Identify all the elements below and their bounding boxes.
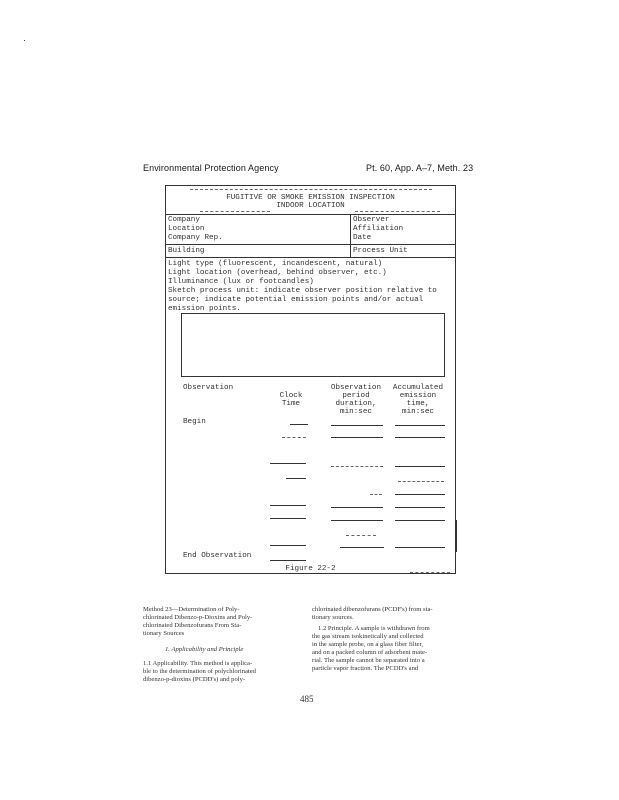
clock-entry-line xyxy=(286,478,306,479)
right-para-line1: chlorinated dibenzofurans (PCDF's) from sta- xyxy=(312,606,433,613)
location-label: Location xyxy=(168,225,205,233)
end-observation-label: End Observation xyxy=(183,552,252,560)
right-para-line7: rial. The sample cannot be separated into a xyxy=(312,657,425,664)
accum-entry-line xyxy=(395,547,445,548)
obs-period-header-3: duration, xyxy=(335,400,377,408)
form-title-line2: INDOOR LOCATION xyxy=(276,202,345,210)
accum-entry-line xyxy=(395,466,445,467)
form-margin-mark xyxy=(456,520,457,552)
left-heading-line1: Method 23—Determination of Poly- xyxy=(143,606,240,613)
running-header-right: Pt. 60, App. A–7, Meth. 23 xyxy=(366,163,474,173)
right-para-line6: and on a packed column of adsorbent mate- xyxy=(312,649,428,656)
clock-header-2: Time xyxy=(281,400,301,408)
period-entry-line xyxy=(370,494,382,495)
form-title-line1: FUGITIVE OR SMOKE EMISSION INSPECTION xyxy=(226,194,395,202)
running-header-left: Environmental Protection Agency xyxy=(143,163,279,173)
accum-entry-line xyxy=(395,494,445,495)
left-heading-line2: chlorinated Dibenzo-p-Dioxins and Poly- xyxy=(143,614,253,621)
form-vdivider-top xyxy=(350,214,351,244)
affiliation-label: Affiliation xyxy=(353,225,404,233)
scan-speck xyxy=(24,40,25,41)
period-entry-line xyxy=(331,466,383,467)
process-unit-label: Process Unit xyxy=(353,247,408,255)
accum-header-4: min:sec xyxy=(402,408,434,416)
clock-entry-line xyxy=(270,518,306,519)
clock-entry-line-end xyxy=(270,560,306,561)
figure-caption: Figure 22-2 xyxy=(285,565,336,573)
form-divider-1 xyxy=(165,214,456,215)
accum-entry-line xyxy=(395,520,445,521)
left-section-heading: 1. Applicability and Principle xyxy=(165,646,244,653)
page-number: 485 xyxy=(300,694,314,704)
left-heading-line4: tionary Sources xyxy=(143,630,185,637)
form-divider-2 xyxy=(165,244,456,245)
obs-period-header-2: period xyxy=(342,392,370,400)
clock-entry-line xyxy=(270,545,306,546)
obs-period-header-1: Observation xyxy=(330,384,382,392)
right-para-line5: in the sample probe, on a glass fiber filter, xyxy=(312,641,424,648)
right-para-line2: tionary sources. xyxy=(312,614,354,621)
sketch-instruction-2: source; indicate potential emission points and/or actual xyxy=(168,296,424,304)
left-heading-line3: chlorinated Dibenzofurans From Sta- xyxy=(143,622,242,629)
clock-entry-line xyxy=(282,437,306,438)
period-entry-line xyxy=(331,520,383,521)
title-underline-left xyxy=(200,211,270,212)
left-para-line3: dibenzo-p-dioxins (PCDD's) and poly- xyxy=(143,676,246,683)
light-type-label: Light type (fluorescent, incandescent, natural) xyxy=(168,260,383,268)
accum-entry-line xyxy=(395,507,445,508)
sketch-instruction-1: Sketch process unit: indicate observer position relative to xyxy=(168,287,437,295)
left-para-line1: 1.1 Applicability. This method is applica- xyxy=(143,660,253,667)
form-divider-3 xyxy=(165,257,456,258)
form-top-dash xyxy=(190,189,432,190)
illuminance-label: Illuminance (lux or footcandles) xyxy=(168,278,314,286)
period-entry-line xyxy=(346,535,376,536)
left-para-line2: ble to the determination of polychlorinated xyxy=(143,668,256,675)
accum-entry-line xyxy=(398,481,444,482)
form-bottom-dash xyxy=(410,572,450,573)
accum-entry-line xyxy=(395,425,445,426)
clock-entry-line xyxy=(270,505,306,506)
accum-header-1: Accumulated xyxy=(392,384,444,392)
form-vdivider-mid xyxy=(350,244,351,257)
period-entry-line xyxy=(331,437,383,438)
obs-period-header-4: min:sec xyxy=(340,408,372,416)
clock-entry-line xyxy=(270,463,306,464)
title-underline-right xyxy=(355,211,440,212)
right-para-line3: 1.2 Principle. A sample is withdrawn from xyxy=(318,625,430,632)
accum-entry-line xyxy=(395,437,445,438)
accum-header-2: emission xyxy=(399,392,437,400)
begin-label: Begin xyxy=(183,418,206,426)
company-rep-label: Company Rep. xyxy=(168,234,223,242)
right-para-line8: particle vapor fraction. The PCDD's and xyxy=(312,665,419,672)
observer-label: Observer xyxy=(353,216,390,224)
sketch-instruction-3: emission points. xyxy=(168,305,241,313)
company-label: Company xyxy=(168,216,200,224)
clock-header-1: Clock xyxy=(279,392,303,400)
building-label: Building xyxy=(168,247,205,255)
clock-entry-line xyxy=(290,424,308,425)
right-para-line4: the gas stream isokinetically and collected xyxy=(312,633,424,640)
sketch-box xyxy=(181,313,445,377)
accum-header-3: time, xyxy=(406,400,430,408)
period-entry-line xyxy=(331,425,383,426)
light-location-label: Light location (overhead, behind observer, etc.) xyxy=(168,269,387,277)
observation-column-header: Observation xyxy=(183,384,234,392)
period-entry-line xyxy=(331,507,383,508)
period-entry-line xyxy=(340,547,384,548)
date-label: Date xyxy=(353,234,372,242)
